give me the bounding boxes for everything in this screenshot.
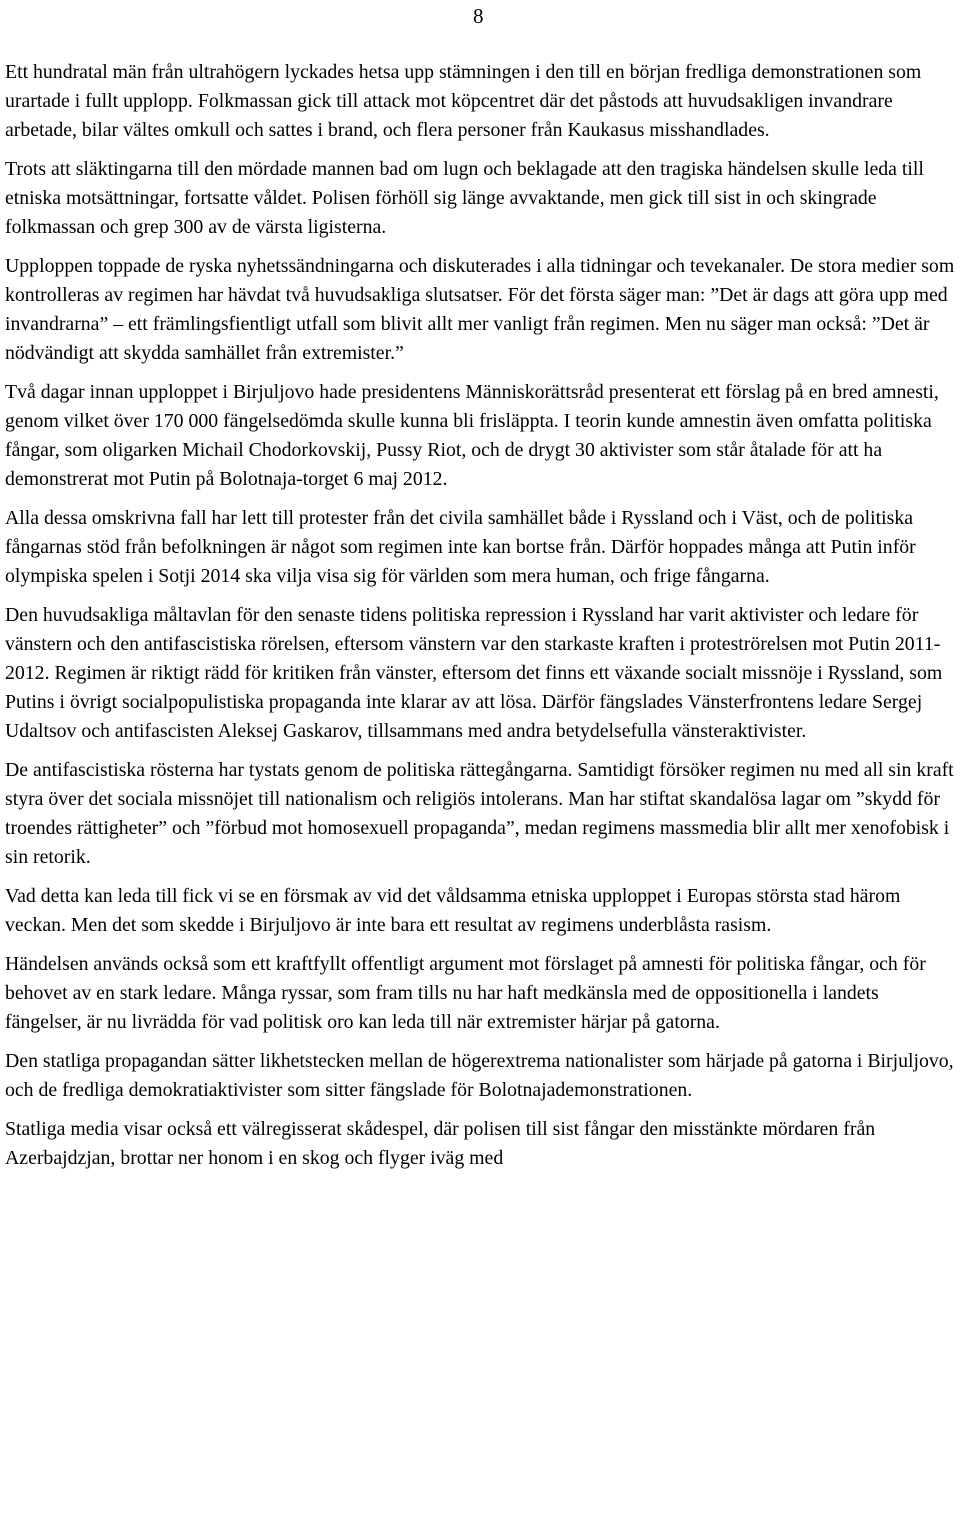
paragraph-4: Två dagar innan upploppet i Birjuljovo hade presidentens Människorättsråd presenterat ett förslag på en bred amnesti, genom vilket över 170 000 fängelsedömda skulle kunna bli frisläppta. I teorin kunde amnestin även omfatta politiska fångar, som oligarken Michail Chodorkovskij, Pussy Riot, och de drygt 30 aktivister som står åtalade för att ha demonstrerat mot Putin på Bolotnaja-torget 6 maj 2012. — [5, 381, 939, 490]
paragraph-3: Upploppen toppade de ryska nyhetssändningarna och diskuterades i alla tidningar och tevekanaler. De stora medier som kontrolleras av regimen har hävdat två huvudsakliga slutsatser. För det första säger man: ”Det är dags att göra upp med invandrarna” – ett främlingsfientligt utfall som blivit allt mer vanligt från regimen. Men nu säger man också: ”Det är nödvändigt att skydda samhället från extremister.” — [5, 255, 955, 364]
page-number: 8 — [473, 4, 484, 28]
paragraph-1: Ett hundratal män från ultrahögern lyckades hetsa upp stämningen i den till en början fredliga demonstrationen som urartade i fullt upplopp. Folkmassan gick till attack mot köpcentret där det påstods att huvudsakligen invandrare arbetade, bilar vältes omkull och sattes i brand, och flera personer från Kaukasus misshandlades. — [5, 61, 922, 141]
paragraph-11: Statliga media visar också ett välregisserat skådespel, där polisen till sist fångar den misstänkte mördaren från Azerbajdzjan, brottar ner honom i en skog och flyger iväg med — [5, 1118, 876, 1169]
paragraph-6: Den huvudsakliga måltavlan för den senaste tidens politiska repression i Ryssland har varit aktivister och ledare för vänstern och den antifascistiska rörelsen, eftersom vänstern var den starkaste kraften i proteströrelsen mot Putin 2011-2012. Regimen är riktigt rädd för kritiken från vänster, eftersom det finns ett växande socialt missnöje i Ryssland, som Putins i övrigt socialpopulistiska propaganda inte klarar av att lösa. Därför fängslades Vänsterfrontens ledare Sergej Udaltsov och antifascisten Aleksej Gaskarov, tillsammans med andra betydelsefulla vänsteraktivister. — [5, 604, 943, 742]
paragraph-10: Den statliga propagandan sätter likhetstecken mellan de högerextrema nationalister som härjade på gatorna i Birjuljovo, och de fredliga demokratiaktivister som sitter fängslade för Bolotnajademonstrationen. — [5, 1050, 954, 1101]
paragraph-7: De antifascistiska rösterna har tystats genom de politiska rättegångarna. Samtidigt försöker regimen nu med all sin kraft styra över det sociala missnöjet till nationalism och religiös intolerans. Man har stiftat skandalösa lagar om ”skydd för troendes rättigheter” och ”förbud mot homosexuell propaganda”, medan regimens massmedia blir allt mer xenofobisk i sin retorik. — [5, 759, 954, 868]
paragraph-5: Alla dessa omskrivna fall har lett till protester från det civila samhället både i Ryssland och i Väst, och de politiska fångarnas stöd från befolkningen är något som regimen inte kan bortse från. Därför hoppades många att Putin inför olympiska spelen i Sotji 2014 ska vilja visa sig för världen som mera human, och frige fångarna. — [5, 507, 916, 587]
paragraph-2: Trots att släktingarna till den mördade mannen bad om lugn och beklagade att den tragiska händelsen skulle leda till etniska motsättningar, fortsatte våldet. Polisen förhöll sig länge avvaktande, men gick till sist in och skingrade folkmassan och grep 300 av de värsta ligisterna. — [5, 158, 924, 238]
paragraph-9: Händelsen används också som ett kraftfyllt offentligt argument mot förslaget på amnesti för politiska fångar, och för behovet av en stark ledare. Många ryssar, som fram tills nu har haft medkänsla med de oppositionella i landets fängelser, är nu livrädda för vad politisk oro kan leda till när extremister härjar på gatorna. — [5, 953, 926, 1033]
document-body — [5, 58, 957, 1183]
paragraph-8: Vad detta kan leda till fick vi se en försmak av vid det våldsamma etniska upploppet i Europas största stad härom veckan. Men det som skedde i Birjuljovo är inte bara ett resultat av regimens underblåsta rasism. — [5, 885, 901, 936]
